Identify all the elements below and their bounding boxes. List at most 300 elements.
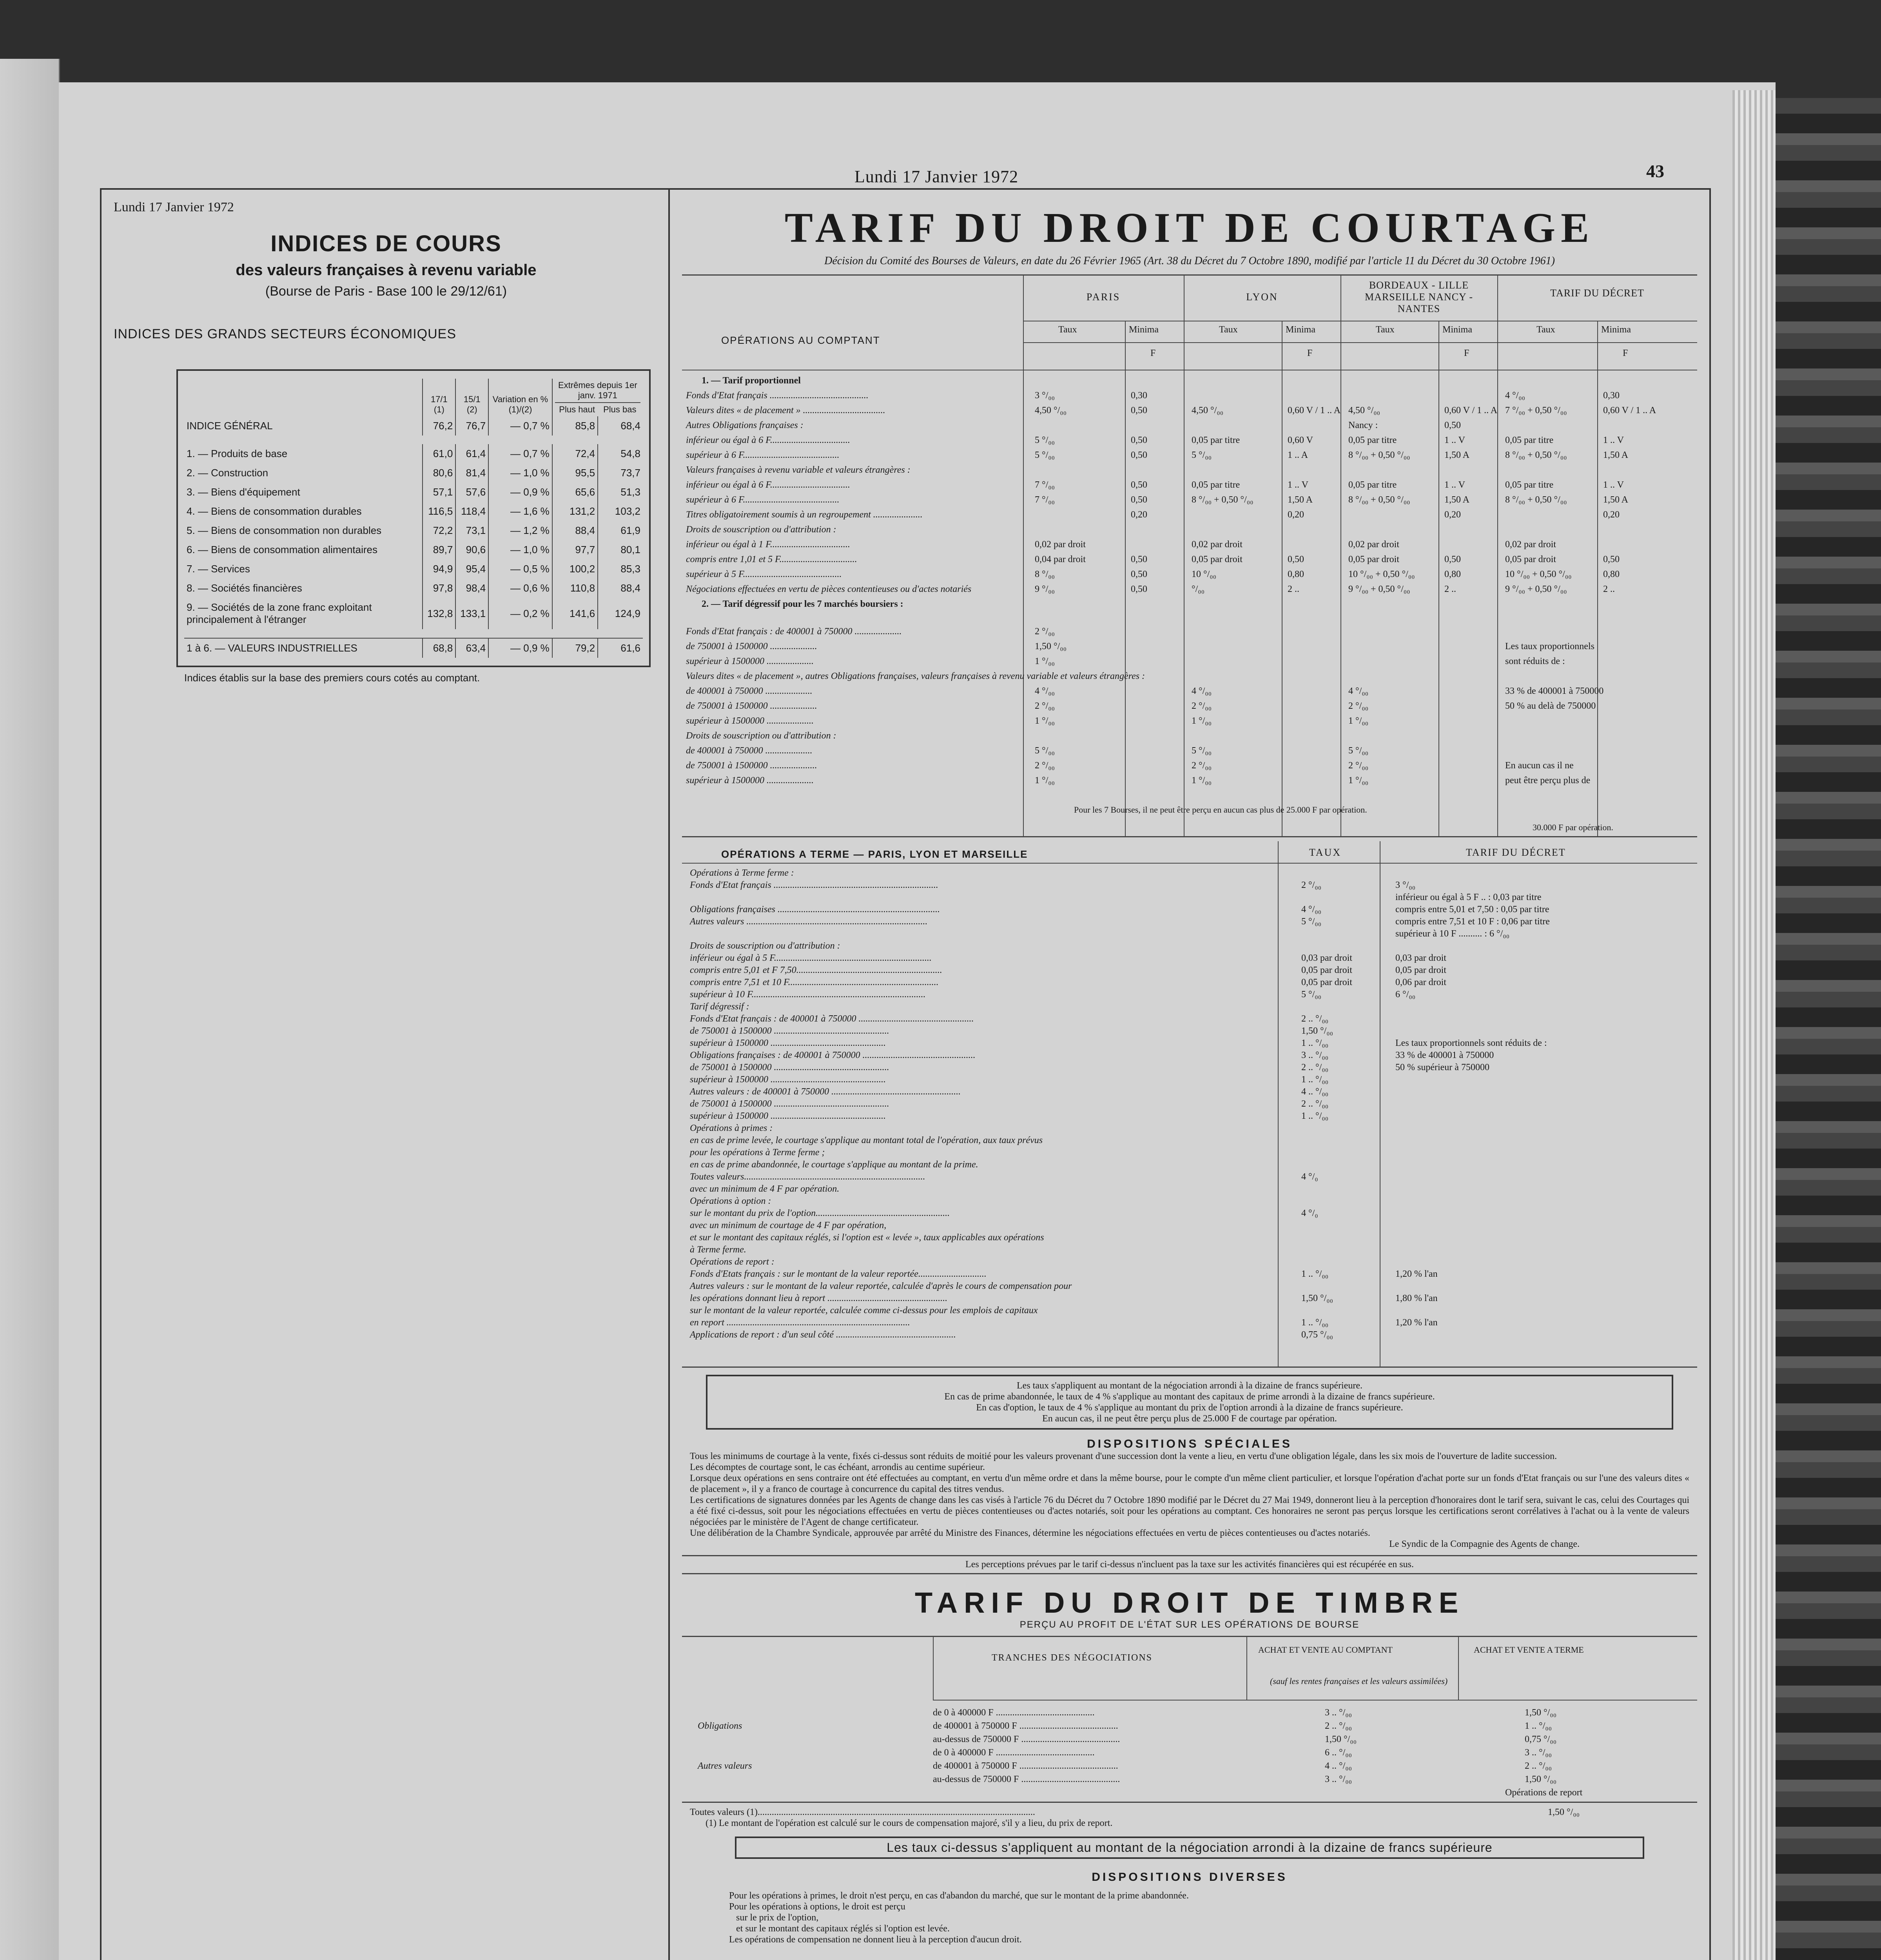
terme-row-label: pour les opérations à Terme ferme ; [690,1147,825,1158]
courtage-row-label: inférieur ou égal à 6 F.................................. [686,435,850,445]
indices-label: 9. — Sociétés de la zone franc exploitant principalement à l'étranger [187,601,372,625]
timbre-tranche: au-dessus de 750000 F .......................................... [933,1774,1120,1784]
terme-cell-taux: 1 .. °/₀₀ [1301,1111,1328,1121]
indices-value-lo: 68,4 [598,416,643,436]
courtage-cell-pmin: 0,50 [1131,495,1147,505]
terme-cell-decret: 1,80 % l'an [1395,1293,1438,1303]
terme-row-label: Tarif dégressif : [690,1002,749,1012]
courtage-row-label: supérieur à 6 F......................................... [686,495,840,505]
indices-value-lo: 61,6 [598,638,643,658]
timbre-sauf-note: (sauf les rentes françaises et les valeurs assimilées) [1270,1676,1448,1686]
courtage-row [686,775,1697,790]
terme-row-label: sur le montant du prix de l'option......................................................... [690,1208,950,1218]
terme-row [690,1293,1693,1305]
dispositions-speciales-title: DISPOSITIONS SPÉCIALES [1087,1437,1292,1450]
timbre-terme: 1,50 °/₀₀ [1525,1774,1556,1784]
paris-taux-header: Taux [1058,325,1077,335]
courtage-cell-rmin: 1 .. V [1444,480,1465,490]
indices-subtitle: des valeurs françaises à revenu variable [236,261,537,279]
page-stack-edge [1732,90,1776,1960]
courtage-decision: Décision du Comité des Bourses de Valeurs, en date du 26 Février 1965 (Art. 38 du Décret du 7 Octobre 1890, modifié par l'article 11 du Décret du 30 Octobre 1961) [824,255,1555,267]
courtage-cell-dec: 8 °/₀₀ + 0,50 °/₀₀ [1505,495,1567,505]
terme-row [690,1330,1693,1342]
indices-value-var: — 0,9 % [488,483,552,502]
courtage-row [686,671,1697,686]
timbre-comptant: 4 .. °/₀₀ [1325,1761,1352,1771]
courtage-cell-dmin: 1,50 A [1603,495,1629,505]
courtage-cell-rmin: 1,50 A [1444,450,1470,460]
terme-row-label: supérieur à 1500000 ................................................. [690,1111,886,1121]
indices-value-hi: 95,5 [552,463,598,483]
terme-row-label: de 750001 à 1500000 ................................................. [690,1026,889,1036]
terme-note-box [706,1375,1673,1430]
timbre-boxed-note: Les taux ci-dessus s'appliquent au montant de la négociation arrondi à la dizaine de francs supérieure [735,1837,1644,1859]
courtage-cell-dec: 33 % de 400001 à 750000 [1505,686,1604,696]
courtage-cell-lmin: 0,20 [1288,510,1304,520]
courtage-cell-paris: 2 °/₀₀ [1035,701,1055,711]
courtage-row [686,554,1697,569]
timbre-col-tranches: TRANCHES DES NÉGOCIATIONS [992,1653,1153,1663]
courtage-table [682,274,1697,837]
courtage-cell-lyon: 0,05 par titre [1192,435,1240,445]
terme-table [682,841,1697,1368]
indices-value-c1: 89,7 [423,540,455,559]
previous-page-edge [0,59,60,1960]
terme-row-label: Opérations à Terme ferme : [690,868,794,878]
terme-row-label: Opérations à primes : [690,1123,773,1133]
terme-row-label: Obligations françaises : de 400001 à 750000 ................................................ [690,1050,976,1060]
courtage-row [686,701,1697,716]
dispositions-diverses-line: Les opérations de compensation ne donnent lieu à la perception d'aucun droit. [729,1935,1022,1945]
courtage-cell-lyon: 4,50 °/₀₀ [1192,405,1223,416]
courtage-cell-reg: 2 °/₀₀ [1348,701,1368,711]
seven-bourses-note: Pour les 7 Bourses, il ne peut être perçu en aucun cas plus de 25.000 F par opération. [1074,805,1367,815]
indices-value-hi: 141,6 [552,598,598,629]
courtage-row-label: de 750001 à 1500000 .................... [686,760,817,771]
timbre-row [682,1774,1697,1788]
grid-line [682,863,1697,864]
terme-row [690,1184,1693,1196]
indices-value-lo: 85,3 [598,559,643,579]
courtage-row-label: supérieur à 1500000 .................... [686,716,814,726]
terme-row-label: compris entre 7,51 et 10 F................................................................ [690,977,939,987]
courtage-cell-dec: 50 % au delà de 750000 [1505,701,1596,711]
indices-gap [184,436,643,444]
timbre-row [682,1708,1697,1721]
indices-label: 5. — Biens de consommation non durables [187,524,382,536]
col-decret: TARIF DU DÉCRET [1550,287,1644,299]
terme-cell-taux: 1,50 °/₀₀ [1301,1026,1333,1036]
courtage-cell-dec: En aucun cas il ne [1505,760,1574,771]
courtage-cell-paris: 7 °/₀₀ [1035,495,1055,505]
courtage-row-label: de 750001 à 1500000 .................... [686,641,817,652]
indices-value-lo: 124,9 [598,598,643,629]
terme-col-taux: TAUX [1309,847,1342,858]
indices-value-lo: 88,4 [598,579,643,598]
indices-value-c2: 81,4 [455,463,488,483]
courtage-row-label: Droits de souscription ou d'attribution : [686,524,836,535]
timbre-tranche: de 400001 à 750000 F .......................................... [933,1761,1118,1771]
terme-cell-decret: 3 °/₀₀ [1395,880,1415,890]
terme-cell-taux: 2 °/₀₀ [1301,880,1321,890]
courtage-row [686,539,1697,554]
indices-row [184,598,643,629]
timbre-footnote: (1) Le montant de l'opération est calculé sur le cours de compensation majoré, s'il y a lieu, du prix de report. [706,1818,1113,1828]
courtage-cell-lyon: 0,05 par titre [1192,480,1240,490]
terme-cell-taux: 2 .. °/₀₀ [1301,1099,1328,1109]
indices-value-var: — 0,6 % [488,579,552,598]
terme-row [690,1135,1693,1147]
timbre-tranche: de 0 à 400000 F .......................................... [933,1748,1095,1758]
terme-row [690,1281,1693,1293]
terme-row-label: en cas de prime abandonnée, le courtage s'applique au montant de la prime. [690,1160,978,1170]
indices-value-hi: 88,4 [552,521,598,540]
indices-row [184,502,643,521]
terme-row [690,1087,1693,1099]
terme-cell-taux: 2 .. °/₀₀ [1301,1014,1328,1024]
indices-label: 4. — Biens de consommation durables [187,505,362,517]
indices-label: 3. — Biens d'équipement [187,486,300,498]
dispositions-diverses-line: Pour les opérations à options, le droit est perçu [729,1902,905,1912]
courtage-row [686,480,1697,495]
courtage-row-label: de 750001 à 1500000 .................... [686,701,817,711]
courtage-cell-dmin: 0,30 [1603,390,1620,401]
terme-cell-taux: 3 .. °/₀₀ [1301,1050,1328,1060]
courtage-row-label: Autres Obligations françaises : [686,420,804,430]
courtage-cell-paris: 4 °/₀₀ [1035,686,1055,696]
dispositions-paragraph: Une délibération de la Chambre Syndicale, approuvée par arrêté du Ministre des Finances, détermine les négociations effectuées en vertu de pièces contentieuses ou d'actes notariés. [690,1528,1370,1538]
timbre-comptant: 6 .. °/₀₀ [1325,1748,1352,1758]
indices-value-lo: 51,3 [598,483,643,502]
col-header-plus-haut: Plus haut [559,405,595,414]
terme-row-label: Droits de souscription ou d'attribution : [690,941,840,951]
terme-row-label: supérieur à 10 F.......................................................................... [690,989,926,1000]
terme-cell-taux: 1 .. °/₀₀ [1301,1074,1328,1085]
timbre-row [682,1734,1697,1748]
indices-label: 8. — Sociétés financières [187,582,302,594]
indices-value-c2: 98,4 [455,579,488,598]
courtage-cell-reg: Nancy : [1348,420,1378,430]
timbre-terme: 3 .. °/₀₀ [1525,1748,1552,1758]
indices-row [184,521,643,540]
timbre-comptant: 3 .. °/₀₀ [1325,1708,1352,1718]
terme-row-label: Fonds d'Etat français ...................................................................... [690,880,938,890]
indices-label: 1. — Produits de base [187,448,288,459]
timbre-comptant: 2 .. °/₀₀ [1325,1721,1352,1731]
indices-value-var: — 1,6 % [488,502,552,521]
indices-value-c1: 132,8 [423,598,455,629]
indices-table [184,379,643,658]
indices-value-c1: 80,6 [423,463,455,483]
terme-cell-decret: supérieur à 10 F .......... : 6 °/₀₀ [1395,929,1509,939]
courtage-row-label: Fonds d'Etat français : de 400001 à 750000 .................... [686,626,902,637]
paris-franc: F [1150,348,1156,358]
grid-line [1023,342,1697,343]
decret-note-end: 30.000 F par opération. [1533,822,1613,832]
courtage-cell-lyon: 0,05 par droit [1192,554,1243,564]
terme-row-label: Autres valeurs : de 400001 à 750000 ....................................................... [690,1087,961,1097]
courtage-cell-paris: 0,04 par droit [1035,554,1086,564]
indices-value-hi: 79,2 [552,638,598,658]
regions-taux-header: Taux [1376,325,1395,335]
terme-cell-decret: 0,03 par droit [1395,953,1446,963]
indices-value-var: — 0,2 % [488,598,552,629]
courtage-cell-lmin: 1,50 A [1288,495,1313,505]
terme-cell-taux: 1 .. °/₀₀ [1301,1038,1328,1048]
regions-franc: F [1464,348,1469,358]
terme-row [690,1318,1693,1330]
terme-row [690,1050,1693,1062]
courtage-row [686,495,1697,510]
col-regions: BORDEAUX - LILLE MARSEILLE NANCY - NANTES [1364,279,1473,314]
terme-row [690,892,1693,904]
courtage-cell-dec: peut être perçu plus de [1505,775,1591,786]
terme-row [690,1172,1693,1184]
courtage-cell-reg: 0,02 par droit [1348,539,1399,550]
indices-value-var: — 1,2 % [488,521,552,540]
courtage-cell-reg: 8 °/₀₀ + 0,50 °/₀₀ [1348,450,1410,460]
indices-value-c1: 94,9 [423,559,455,579]
courtage-cell-pmin: 0,50 [1131,405,1147,416]
indices-value-hi: 100,2 [552,559,598,579]
terme-row-label: Fonds d'Etat français : de 400001 à 750000 ................................................. [690,1014,974,1024]
courtage-row [686,599,1697,626]
timbre-col-terme: ACHAT ET VENTE A TERME [1474,1645,1584,1655]
courtage-cell-lmin: 2 .. [1288,584,1299,594]
courtage-cell-rmin: 0,60 V / 1 .. A [1444,405,1498,416]
indices-value-c2: 73,1 [455,521,488,540]
terme-row-label: Obligations françaises ..................................................................... [690,904,940,915]
courtage-cell-lyon: 0,02 par droit [1192,539,1243,550]
courtage-cell-paris: 7 °/₀₀ [1035,480,1055,490]
gap-cell [184,436,643,444]
dispositions-paragraph: Les certifications de signatures données par les Agents de change dans les cas visés à l'article 76 du Décret du 7 Octobre 1890 modifié par le Décret du 27 Mai 1949, donneront lieu à la perception d'honoraires dont le tarif sera, suivant le cas, celui des Courtages qui a été fixé ci-dessus, soit pour les négociations effectuées en vertu de pièces contentieuses ou d'actes notariés, soit pour les opérations au comptant. Ces honoraires ne seront pas perçus lorsque les certifications seront corrélatives à l'achat ou à la vente de valeurs négociées par le ministère de l'Agent de change certificateur. [690,1495,1689,1527]
terme-note-line: En aucun cas, il ne peut être perçu plus de 25.000 F de courtage par opération. [1042,1414,1337,1424]
courtage-row [686,731,1697,746]
timbre-comptant: 1,50 °/₀₀ [1325,1734,1357,1744]
lyon-minima-header: Minima [1286,325,1315,335]
terme-row [690,1257,1693,1269]
timbre-terme: 1 .. °/₀₀ [1525,1721,1552,1731]
terme-row-label: en cas de prime levée, le courtage s'applique au montant total de l'opération, aux taux prévus [690,1135,1043,1145]
terme-row [690,1111,1693,1123]
terme-row-label: en report .............................................................................. [690,1318,910,1328]
grid-line [1458,1637,1459,1700]
terme-cell-decret: 50 % supérieur à 750000 [1395,1062,1489,1073]
dispositions-diverses-title: DISPOSITIONS DIVERSES [1092,1871,1288,1884]
indices-value-c1: 68,8 [423,638,455,658]
terme-row-label: et sur le montant des capitaux réglés, si l'option est « levée », taux applicables aux opérations [690,1232,1044,1243]
terme-row [690,1074,1693,1087]
courtage-cell-pmin: 0,50 [1131,435,1147,445]
courtage-cell-lyon: 5 °/₀₀ [1192,746,1212,756]
indices-row [184,559,643,579]
courtage-cell-dec: 0,05 par titre [1505,480,1554,490]
courtage-cell-dec: 10 °/₀₀ + 0,50 °/₀₀ [1505,569,1572,579]
courtage-row-label: 2. — Tarif dégressif pour les 7 marchés boursiers : [702,599,903,609]
indices-value-c1: 57,1 [423,483,455,502]
courtage-cell-dmin: 1 .. V [1603,435,1624,445]
dispositions-paragraph: Tous les minimums de courtage à la vente, fixés ci-dessus sont réduits de moitié pour les valeurs provenant d'une succession dont la vente a lieu, en vertu d'une obligation légale, dans les six mois de l'ouverture de ladite succession. [690,1451,1557,1461]
timbre-terme: 2 .. °/₀₀ [1525,1761,1552,1771]
courtage-cell-paris: 8 °/₀₀ [1035,569,1055,579]
courtage-cell-paris: 2 °/₀₀ [1035,626,1055,637]
terme-row [690,1062,1693,1074]
courtage-cell-lmin: 0,60 V / 1 .. A [1288,405,1341,416]
extremes-label: Extrêmes depuis 1er janv. 1971 [558,380,637,400]
terme-row [690,941,1693,953]
indices-value-c2: 118,4 [455,502,488,521]
courtage-cell-pmin: 0,50 [1131,554,1147,564]
grid-line [933,1637,934,1700]
courtage-row [686,760,1697,775]
terme-row [690,916,1693,929]
indices-label: 1 à 6. — VALEURS INDUSTRIELLES [184,638,423,658]
terme-row-label: supérieur à 1500000 ................................................. [690,1038,886,1048]
indices-row [184,463,643,483]
courtage-cell-paris: 0,02 par droit [1035,539,1086,550]
courtage-cell-paris: 1 °/₀₀ [1035,656,1055,666]
terme-cell-taux: 5 °/₀₀ [1301,989,1321,1000]
courtage-cell-dmin: 1 .. V [1603,480,1624,490]
terme-col-decret: TARIF DU DÉCRET [1466,847,1566,858]
courtage-cell-rmin: 0,80 [1444,569,1461,579]
terme-cell-taux: 5 °/₀₀ [1301,916,1321,927]
indices-value-c2: 61,4 [455,444,488,463]
courtage-cell-pmin: 0,50 [1131,480,1147,490]
indices-value-lo: 103,2 [598,502,643,521]
courtage-cell-dec: 9 °/₀₀ + 0,50 °/₀₀ [1505,584,1567,594]
courtage-row [686,626,1697,641]
courtage-cell-dmin: 0,60 V / 1 .. A [1603,405,1656,416]
courtage-row [686,450,1697,465]
terme-row [690,880,1693,892]
terme-cell-taux: 0,05 par droit [1301,965,1352,975]
taxe-note: Les perceptions prévues par le tarif ci-dessus n'incluent pas la taxe sur les activités financières qui est récupérée en sus. [682,1555,1697,1574]
courtage-cell-rmin: 0,50 [1444,554,1461,564]
indices-value-c1: 116,5 [423,502,455,521]
terme-row [690,1038,1693,1050]
courtage-cell-dmin: 0,80 [1603,569,1620,579]
col-paris: PARIS [1086,291,1121,303]
courtage-row-label: Droits de souscription ou d'attribution : [686,731,836,741]
dispositions-diverses-line: sur le prix de l'option, [729,1913,819,1923]
terme-row-label: avec un minimum de courtage de 4 F par opération, [690,1220,887,1230]
courtage-row [686,376,1697,390]
courtage-row-label: supérieur à 1500000 .................... [686,656,814,666]
courtage-row [686,435,1697,450]
ops-comptant-label: OPÉRATIONS AU COMPTANT [721,334,880,346]
terme-cell-decret: Les taux proportionnels sont réduits de : [1395,1038,1547,1048]
terme-row [690,1269,1693,1281]
grid-line [1246,1637,1247,1700]
indices-title: INDICES DE COURS [270,231,502,256]
terme-row [690,1002,1693,1014]
courtage-cell-pmin: 0,50 [1131,569,1147,579]
indices-value-c1: 97,8 [423,579,455,598]
terme-cell-taux: 4 °/₀₀ [1301,904,1321,915]
courtage-row-label: Valeurs françaises à revenu variable et valeurs étrangères : [686,465,911,475]
courtage-cell-dmin: 2 .. [1603,584,1615,594]
timbre-group-label: Autres valeurs [698,1761,752,1771]
indices-table-box [176,369,651,667]
terme-row-label: Autres valeurs : sur le montant de la valeur reportée, calculée d'après le cours de compensation pour [690,1281,1072,1291]
courtage-cell-lmin: 1 .. A [1288,450,1308,460]
courtage-row [686,686,1697,701]
courtage-row-label: Valeurs dites « de placement », autres Obligations françaises, valeurs françaises à revenu variable et valeurs étrangères : [686,671,1145,681]
courtage-cell-paris: 9 °/₀₀ [1035,584,1055,594]
timbre-tranche: de 400001 à 750000 F .......................................... [933,1721,1118,1731]
courtage-cell-pmin: 0,20 [1131,510,1147,520]
courtage-cell-lyon: 10 °/₀₀ [1192,569,1216,579]
terme-row [690,904,1693,916]
courtage-cell-dec: 8 °/₀₀ + 0,50 °/₀₀ [1505,450,1567,460]
courtage-row [686,405,1697,420]
courtage-cell-rmin: 0,20 [1444,510,1461,520]
terme-cell-taux: 4 °/₀ [1301,1172,1318,1182]
courtage-cell-pmin: 0,50 [1131,584,1147,594]
courtage-cell-dmin: 0,20 [1603,510,1620,520]
terme-row-label: Autres valeurs ............................................................................. [690,916,928,927]
indices-value-c2: 90,6 [455,540,488,559]
terme-cell-taux: 4 °/₀ [1301,1208,1318,1218]
courtage-cell-lyon: 4 °/₀₀ [1192,686,1212,696]
terme-row-label: avec un minimum de 4 F par opération. [690,1184,840,1194]
courtage-cell-reg: 1 °/₀₀ [1348,716,1368,726]
indices-value-var: — 0,9 % [488,638,552,658]
col-header-plus-bas: Plus bas [603,405,637,414]
terme-cell-taux: 1 .. °/₀₀ [1301,1318,1328,1328]
courtage-cell-paris: 1 °/₀₀ [1035,716,1055,726]
terme-row [690,868,1693,880]
indices-base: (Bourse de Paris - Base 100 le 29/12/61) [265,284,507,299]
courtage-row [686,716,1697,731]
dispositions-diverses-line: Pour les opérations à primes, le droit n'est perçu, en cas d'abandon du marché, que sur le montant de la prime abandonnée. [729,1891,1189,1901]
indices-value-hi: 85,8 [552,416,598,436]
decret-franc: F [1623,348,1628,358]
courtage-cell-lmin: 1 .. V [1288,480,1308,490]
terme-row-label: inférieur ou égal à 5 F................................................................... [690,953,932,963]
indices-value-c1: 61,0 [423,444,455,463]
timbre-col-comptant: ACHAT ET VENTE AU COMPTANT [1258,1645,1393,1655]
indices-value-c2: 57,6 [455,483,488,502]
indices-value-c1: 76,2 [423,416,455,436]
terme-row-label: de 750001 à 1500000 ................................................. [690,1099,889,1109]
indices-column [114,200,658,684]
indices-row [184,416,643,436]
timbre-report-row [682,1788,1697,1801]
indices-value-c2: 76,7 [455,416,488,436]
terme-row [690,965,1693,977]
terme-row [690,1026,1693,1038]
terme-row-label: Opérations à option : [690,1196,771,1206]
courtage-cell-paris: 5 °/₀₀ [1035,435,1055,445]
terme-cell-decret: compris entre 5,01 et 7,50 : 0,05 par titre [1395,904,1549,915]
timbre-tranche: au-dessus de 750000 F .......................................... [933,1734,1120,1744]
paris-minima-header: Minima [1129,325,1159,335]
terme-row [690,977,1693,989]
terme-cell-taux: 0,03 par droit [1301,953,1352,963]
dispositions-paragraph: Lorsque deux opérations en sens contraire ont été effectuées au comptant, en vertu d'un même ordre et dans la même bourse, pour le compte d'un même client particulier, et lorsque l'opération d'achat porte sur un fonds d'Etat français ou sur l'une des valeurs dites « de placement », il y a franco de courtage à concurrence du capital des titres vendus. [690,1473,1689,1494]
indices-value-hi: 72,4 [552,444,598,463]
page-header-date: Lundi 17 Janvier 1972 [854,167,1019,186]
terme-row [690,929,1693,941]
indices-value-c2: 63,4 [455,638,488,658]
courtage-row [686,641,1697,656]
timbre-terme: 1,50 °/₀₀ [1525,1708,1556,1718]
courtage-cell-dec: 0,05 par droit [1505,554,1556,564]
timbre-tranche: de 0 à 400000 F .......................................... [933,1708,1095,1718]
